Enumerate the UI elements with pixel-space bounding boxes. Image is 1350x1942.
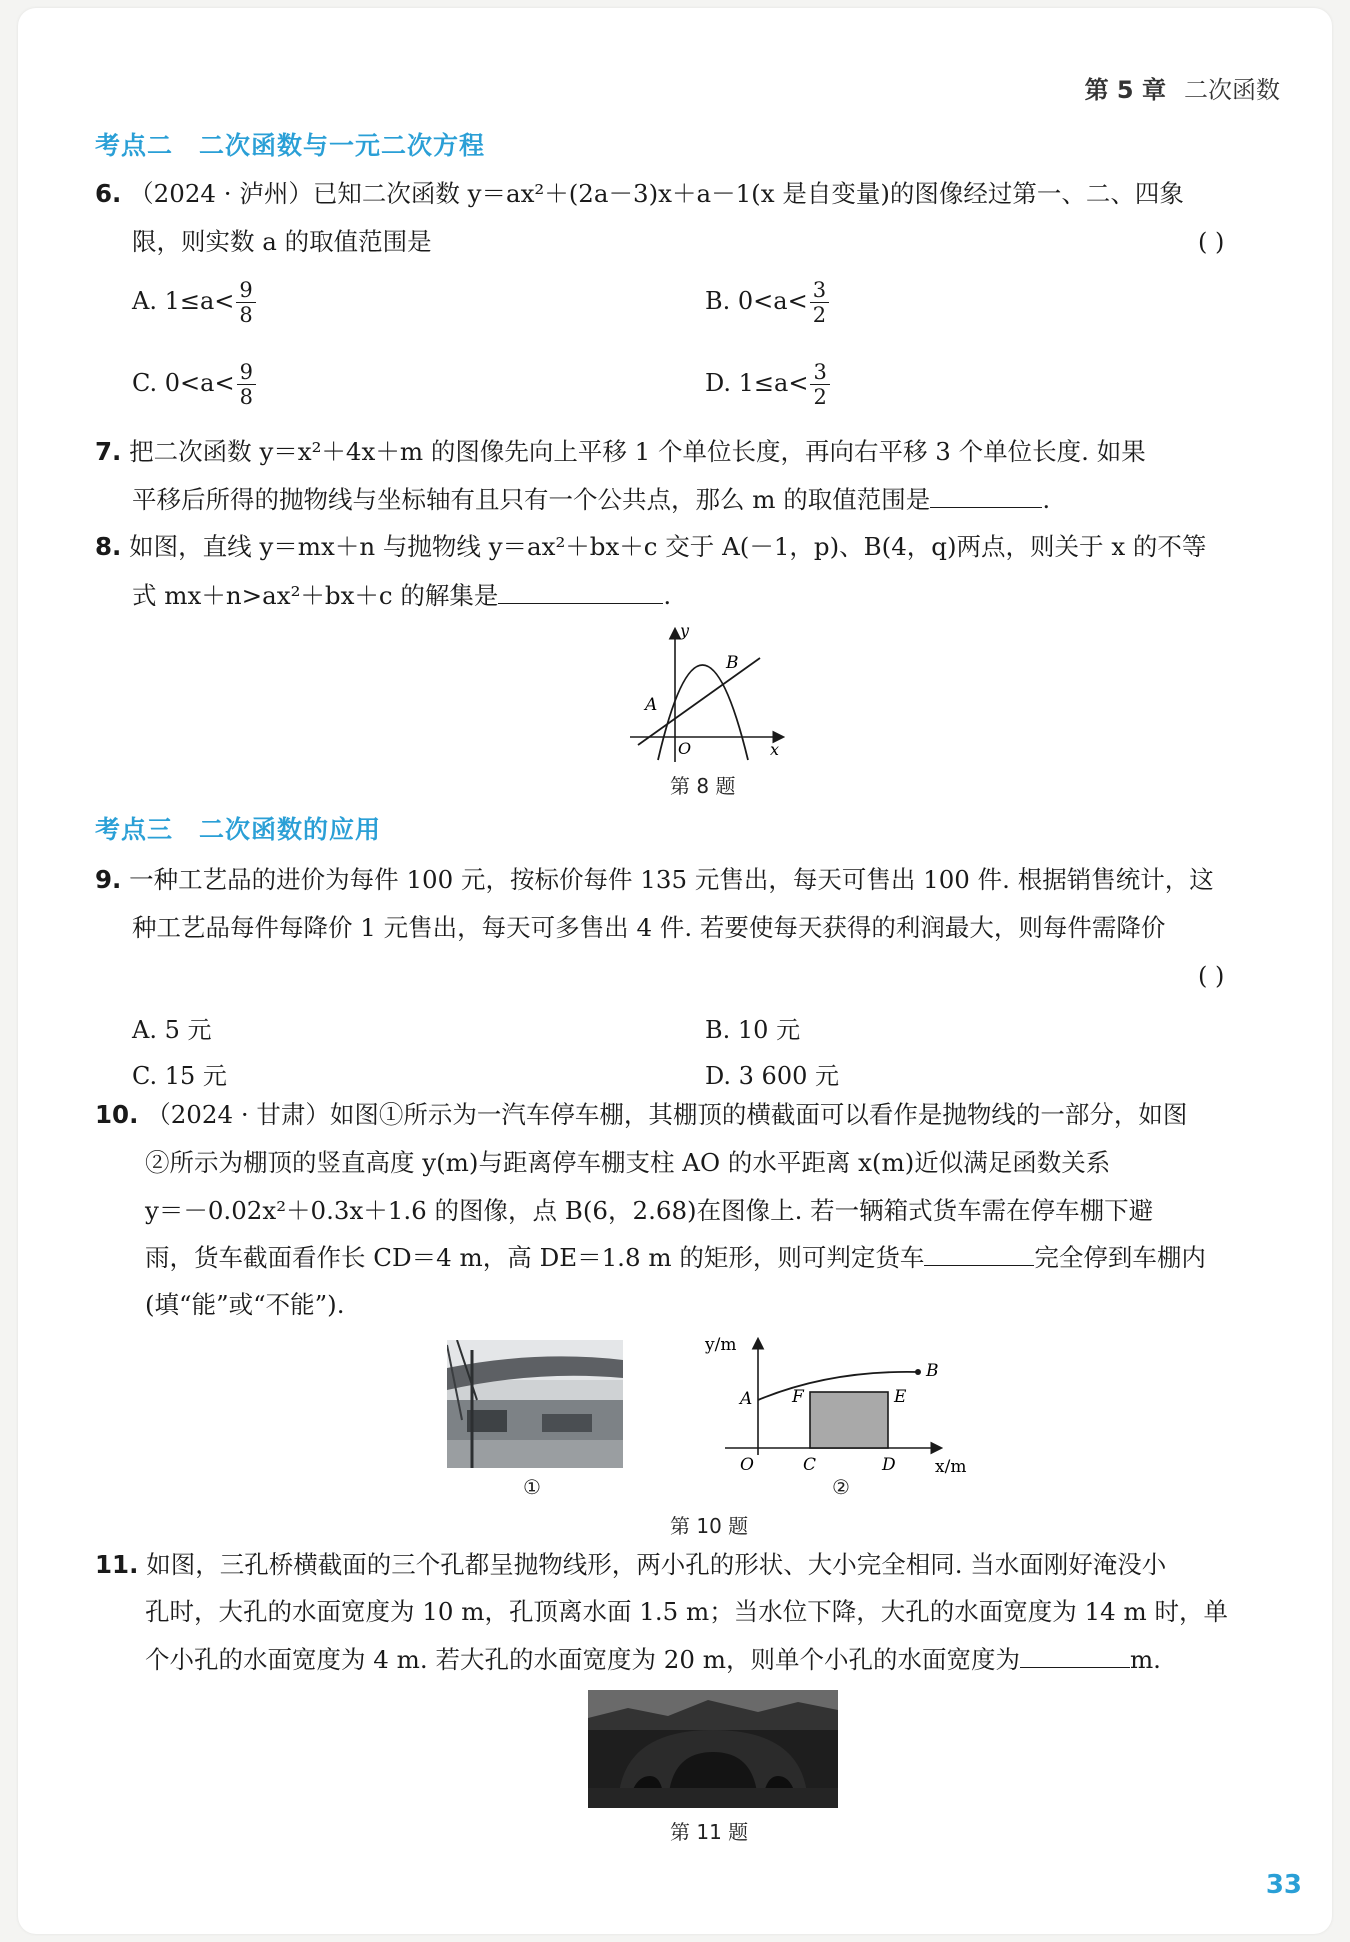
question-number: 10. <box>95 1100 139 1129</box>
chapter-number: 第 5 章 <box>1084 76 1166 104</box>
answer-blank[interactable] <box>924 1263 1034 1266</box>
page-number: 33 <box>1265 1870 1302 1900</box>
section-label: 考点三 <box>95 815 174 844</box>
fraction-denominator: 2 <box>812 303 827 328</box>
question-text: 限，则实数 a 的取值范围是 <box>132 227 432 256</box>
fraction-denominator: 8 <box>239 385 253 410</box>
question-10-line-2 <box>145 1148 1111 1177</box>
point-f-label: F <box>792 1387 804 1407</box>
question-text: 式 mx＋n>ax²＋bx＋c 的解集是 <box>132 581 499 610</box>
option-d <box>705 360 830 409</box>
question-9-line-1 <box>95 865 1214 894</box>
question-11-line-1 <box>95 1550 1167 1579</box>
origin-label: O <box>678 739 692 758</box>
question-text: 种工艺品每件每降价 1 元售出，每天可多售出 4 件. 若要使每天获得的利润最大，则每件需降价 <box>132 913 1166 942</box>
section-name: 二次函数的应用 <box>199 815 382 844</box>
fraction <box>810 360 829 409</box>
period: . <box>1042 485 1051 514</box>
option-b: B. 10 元 <box>705 1016 801 1044</box>
fraction-denominator: 8 <box>239 303 253 328</box>
option-a <box>132 278 256 327</box>
question-text: 孔时，大孔的水面宽度为 10 m，孔顶离水面 1.5 m；当水位下降，大孔的水面宽度为 14 m 时，单 <box>145 1597 1229 1626</box>
section-title-2 <box>95 126 485 162</box>
question-text: 一种工艺品的进价为每件 100 元，按标价每件 135 元售出，每天可售出 100 件. 根据销售统计，这 <box>129 865 1214 894</box>
bridge-photo <box>588 1690 838 1808</box>
question-number: 6. <box>95 179 122 208</box>
question-10-line-4 <box>145 1243 1206 1272</box>
question-text: y＝－0.02x²＋0.3x＋1.6 的图像，点 B(6，2.68)在图像上. 若一辆箱式货车需在停车棚下避 <box>145 1196 1154 1225</box>
x-axis-label: x <box>770 740 780 759</box>
question-text: （2024 · 泸州）已知二次函数 y＝ax²＋(2a－3)x＋a－1(x 是自变量)的图像经过第一、二、四象 <box>129 179 1184 208</box>
question-number: 8. <box>95 532 122 561</box>
parking-shed-photo <box>447 1340 623 1468</box>
point-b-label: B <box>726 653 739 673</box>
answer-blank[interactable] <box>1020 1665 1130 1668</box>
point-d-label: D <box>882 1455 896 1475</box>
question-text: (填“能”或“不能”). <box>145 1290 345 1319</box>
question-8-line-2 <box>132 581 672 610</box>
question-11-line-3 <box>145 1645 1161 1674</box>
question-number: 11. <box>95 1550 139 1579</box>
question-number: 7. <box>95 437 122 466</box>
figure-11-caption: 第 11 题 <box>670 1820 749 1844</box>
fraction-numerator: 3 <box>810 278 829 303</box>
option-c <box>132 360 256 409</box>
question-number: 9. <box>95 865 122 894</box>
question-11-line-2 <box>145 1597 1229 1626</box>
option-a: A. 5 元 <box>132 1016 212 1044</box>
origin-label: O <box>740 1455 754 1475</box>
fraction-numerator: 3 <box>810 360 829 385</box>
question-text: 如图，直线 y＝mx＋n 与抛物线 y＝ax²＋bx＋c 交于 A(－1，p)、B(4，q)两点，则关于 x 的不等 <box>129 532 1207 561</box>
point-b-label: B <box>926 1361 939 1381</box>
figure-label-2: ② <box>832 1475 850 1499</box>
question-text: 如图，三孔桥横截面的三个孔都呈抛物线形，两小孔的形状、大小完全相同. 当水面刚好淹没小 <box>146 1550 1167 1579</box>
question-10-graph <box>700 1330 1000 1480</box>
question-6-line-1 <box>95 179 1184 208</box>
section-title-3 <box>95 810 381 846</box>
option-text: C. 0<a< <box>132 369 235 398</box>
option-text: D. 1≤a< <box>705 369 809 398</box>
fraction-numerator: 9 <box>236 278 255 303</box>
x-axis-label: x/m <box>935 1457 967 1477</box>
question-7-line-1 <box>95 437 1146 466</box>
point-b <box>915 1369 921 1375</box>
point-a-label: A <box>645 695 658 715</box>
question-text: 把二次函数 y＝x²＋4x＋m 的图像先向上平移 1 个单位长度，再向右平移 3 个单位长度. 如果 <box>129 437 1146 466</box>
answer-parentheses: ( ) <box>1198 962 1225 990</box>
option-text: A. 1≤a< <box>132 287 235 316</box>
point-a-label: A <box>740 1389 753 1409</box>
question-text: 平移后所得的抛物线与坐标轴有且只有一个公共点，那么 m 的取值范围是 <box>132 485 931 514</box>
fraction <box>236 278 255 327</box>
question-8-line-1 <box>95 532 1207 561</box>
question-9-line-2 <box>132 913 1166 942</box>
question-text: 完全停到车棚内 <box>1034 1243 1206 1272</box>
point-c-label: C <box>803 1455 817 1475</box>
period: . <box>663 581 672 610</box>
figure-8-caption: 第 8 题 <box>670 774 736 798</box>
unit: m. <box>1129 1645 1161 1674</box>
question-10-line-1 <box>95 1100 1188 1129</box>
parabola <box>658 665 748 760</box>
option-c: C. 15 元 <box>132 1062 227 1090</box>
section-label: 考点二 <box>95 131 174 160</box>
option-b <box>705 278 829 327</box>
point-e-label: E <box>894 1387 907 1407</box>
option-d: D. 3 600 元 <box>705 1062 839 1090</box>
figure-10-caption: 第 10 题 <box>670 1514 749 1538</box>
question-text: 个小孔的水面宽度为 4 m. 若大孔的水面宽度为 20 m，则单个小孔的水面宽度为 <box>145 1645 1020 1674</box>
fraction <box>810 278 829 327</box>
question-6-line-2 <box>132 227 432 256</box>
fraction-denominator: 2 <box>813 385 827 410</box>
y-axis-label: y <box>680 621 690 640</box>
figure-label-1: ① <box>523 1475 541 1499</box>
question-7-line-2 <box>132 485 1051 514</box>
question-10-line-5 <box>145 1290 345 1319</box>
answer-parentheses: ( ) <box>1198 228 1225 256</box>
question-text: 雨，货车截面看作长 CD＝4 m，高 DE＝1.8 m 的矩形，则可判定货车 <box>145 1243 925 1272</box>
chapter-title: 二次函数 <box>1184 76 1280 104</box>
option-text: B. 0<a< <box>705 287 808 316</box>
answer-blank[interactable] <box>930 505 1042 508</box>
question-8-figure <box>620 620 790 770</box>
question-text: （2024 · 甘肃）如图①所示为一汽车停车棚，其棚顶的横截面可以看作是抛物线的一部分，如图 <box>146 1100 1188 1129</box>
question-10-line-3 <box>145 1196 1154 1225</box>
fraction-numerator: 9 <box>237 360 256 385</box>
chapter-header <box>1085 70 1280 105</box>
section-name: 二次函数与一元二次方程 <box>199 131 486 160</box>
fraction <box>237 360 256 409</box>
answer-blank[interactable] <box>498 601 663 604</box>
y-axis-label: y/m <box>705 1335 737 1355</box>
truck-rectangle <box>810 1392 888 1448</box>
question-text: ②所示为棚顶的竖直高度 y(m)与距离停车棚支柱 AO 的水平距离 x(m)近似满足函数关系 <box>145 1148 1111 1177</box>
